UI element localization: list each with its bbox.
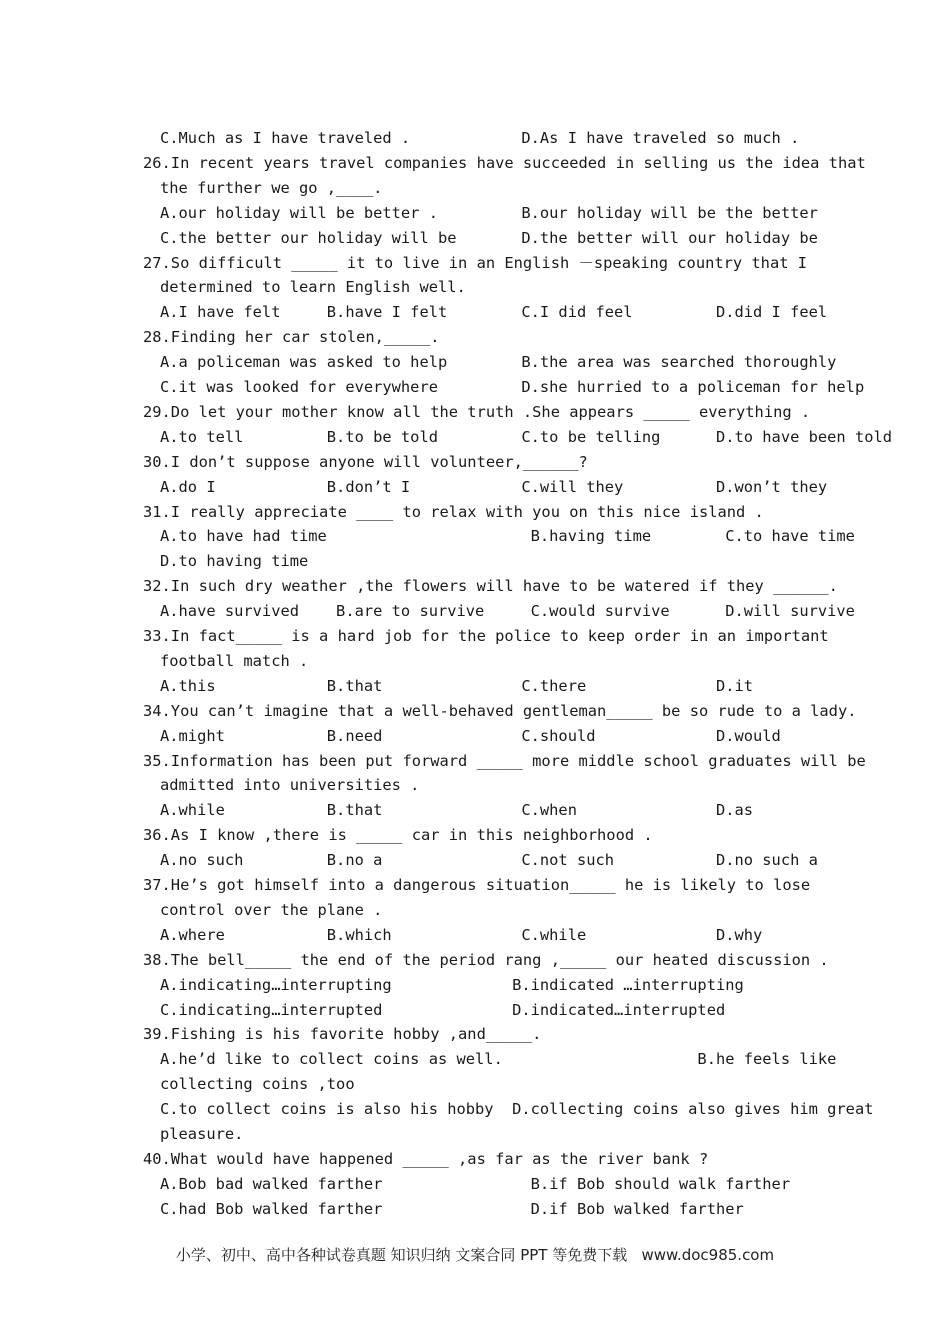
text-line: 28.Finding her car stolen,_____. (143, 328, 440, 347)
text-line: football match . (160, 651, 309, 670)
text-line: C.Much as I have traveled . D.As I have traveled so much . (160, 129, 800, 147)
text-line: A.where B.which C.while D.why (160, 925, 763, 944)
text-line: 29.Do let your mother know all the truth .She appears _____ everything . (143, 402, 811, 421)
text-line: collecting coins ,too (160, 1075, 355, 1094)
text-line: 31.I really appreciate ____ to relax with you on this nice island . (143, 502, 764, 521)
text-line: A.indicating…interrupting B.indicated …interrupting (160, 975, 744, 994)
text-line: 35.Information has been put forward _____ more middle school graduates will be (143, 751, 866, 770)
text-line: 40.What would have happened _____ ,as far as the river bank ? (143, 1149, 709, 1168)
text-line: A.our holiday will be better . B.our holiday will be the better (160, 203, 818, 222)
text-line: 38.The bell_____ the end of the period rang ,_____ our heated discussion . (143, 950, 829, 969)
text-line: 34.You can’t imagine that a well-behaved gentleman_____ be so rude to a lady. (143, 701, 857, 720)
text-line: 36.As I know ,there is _____ car in this neighborhood . (143, 826, 653, 845)
text-line: 30.I don’t suppose anyone will volunteer,______? (143, 452, 588, 471)
text-line: A.Bob bad walked farther B.if Bob should walk farther (160, 1174, 791, 1193)
text-line: 26.In recent years travel companies have succeeded in selling us the idea that (143, 153, 866, 172)
text-line: pleasure. (160, 1125, 244, 1143)
text-line: A.he’d like to collect coins as well. B.he feels like (160, 1050, 837, 1069)
text-line: 32.In such dry weather ,the flowers will have to be watered if they ______. (143, 577, 838, 596)
text-line: C.indicating…interrupted D.indicated…interrupted (160, 1000, 726, 1019)
text-line: A.might B.need C.should D.would (160, 726, 781, 745)
text-line: 27.So difficult _____ it to live in an English －speaking country that I (143, 253, 808, 272)
text-line: determined to learn English well. (160, 278, 466, 297)
text-line: A.do I B.don’t I C.will they D.won’t they (160, 477, 828, 496)
page-footer: 小学、初中、高中各种试卷真题 知识归纳 文案合同 PPT 等免费下载 www.doc985.com (175, 1246, 775, 1264)
text-line: C.it was looked for everywhere D.she hurried to a policeman for help (160, 378, 865, 396)
text-line: A.this B.that C.there D.it (160, 676, 754, 695)
text-line: A.while B.that C.when D.as (160, 801, 754, 820)
text-line: C.the better our holiday will be D.the better will our holiday be (160, 228, 818, 247)
text-line: the further we go ,____. (160, 178, 383, 197)
text-line: C.had Bob walked farther D.if Bob walked farther (160, 1199, 744, 1218)
text-line: A.to have had time B.having time C.to have time (160, 527, 855, 546)
text-line: A.to tell B.to be told C.to be telling D.to have been told (160, 427, 893, 446)
text-line: control over the plane . (160, 900, 383, 919)
text-line: C.to collect coins is also his hobby D.collecting coins also gives him great (160, 1100, 874, 1119)
text-line: A.have survived B.are to survive C.would survive D.will survive (160, 602, 855, 621)
text-line: A.a policeman was asked to help B.the area was searched thoroughly (160, 353, 837, 372)
text-line: 37.He’s got himself into a dangerous situation_____ he is likely to lose (143, 876, 811, 894)
text-line: D.to having time (160, 552, 309, 571)
text-line: A.I have felt B.have I felt C.I did feel D.did I feel (160, 303, 828, 322)
text-line: admitted into universities . (160, 776, 420, 795)
text-line: 39.Fishing is his favorite hobby ,and_____. (143, 1025, 542, 1044)
text-line: A.no such B.no a C.not such D.no such a (160, 851, 818, 870)
text-line: 33.In fact_____ is a hard job for the police to keep order in an important (143, 627, 829, 645)
